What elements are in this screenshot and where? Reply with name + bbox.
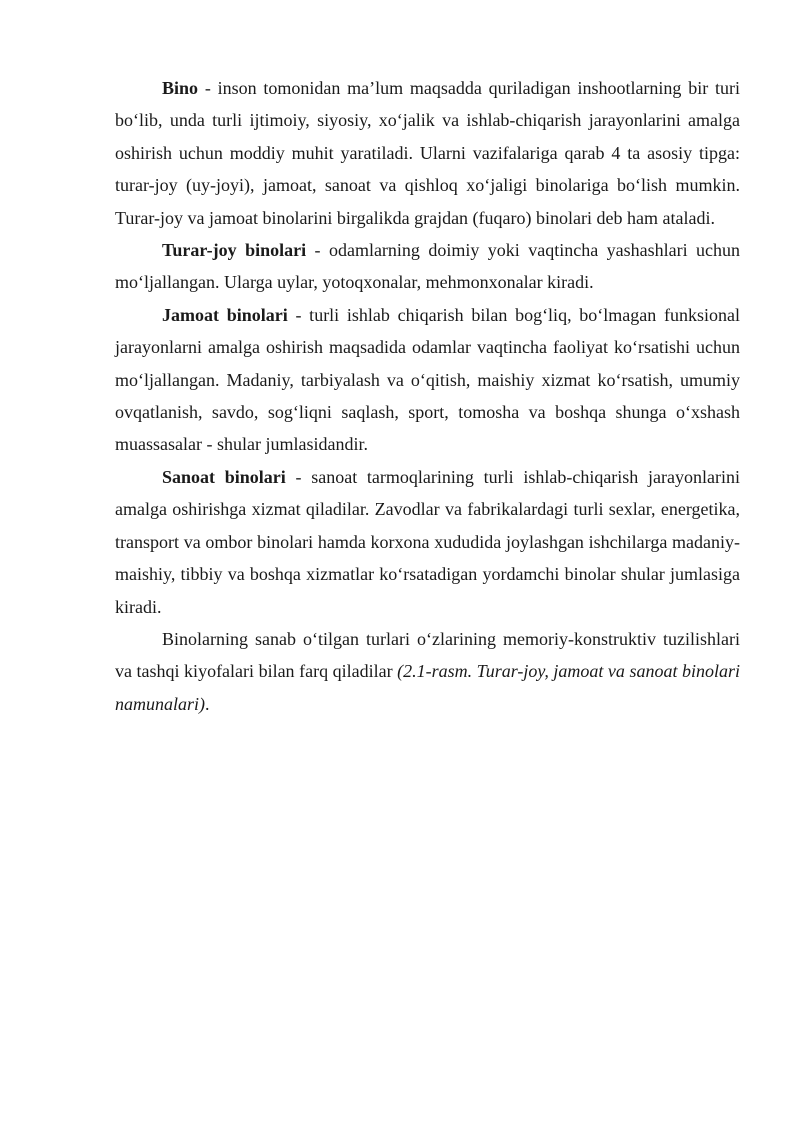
- paragraph-jamoat: [115, 299, 740, 461]
- paragraph-turar-joy: [115, 234, 740, 299]
- definition-sanoat: - sanoat tarmoqlarining turli ishlab-chiqarish jarayonlarini amalga oshirishga xizmat qiladilar. Zavodlar va fabrikalardagi turli sexlar, energetika, transport va ombor binolari hamda korxona xududida joylashgan ishchilarga madaniy-maishiy, tibbiy va boshqa xizmatlar ko‘rsatadigan yordamchi binolar shular jumlasiga kiradi.: [115, 466, 740, 617]
- definition-turar-joy: - odamlarning doimiy yoki vaqtincha yashashlari uchun mo‘ljallangan. Ularga uylar, yotoqxonalar, mehmonxonalar kiradi.: [115, 240, 740, 293]
- term-bino: Bino: [162, 78, 199, 98]
- term-sanoat: Sanoat binolari: [162, 466, 286, 487]
- term-turar-joy: Turar-joy binolari: [162, 240, 307, 261]
- figure-reference: (2.1-rasm. Turar-joy, jamoat va sanoat binolari namunalari): [115, 661, 740, 714]
- definition-bino: - inson tomonidan ma’lum maqsadda quriladigan inshootlarning bir turi bo‘lib, unda turli ijtimoiy, siyosiy, xo‘jalik va ishlab-chiqarish jarayonlarini amalga oshirish uchun moddiy muhit yaratiladi. Ularni vazifalariga qarab 4 ta asosiy tipga: turar-joy (uy-joyi), jamoat, sanoat va qishloq xo‘jaligi binolariga bo‘lish mumkin. Turar-joy va jamoat binolarini birgalikda grajdan (fuqaro) binolari deb ham ataladi.: [115, 78, 740, 228]
- paragraph-bino: [115, 72, 740, 234]
- paragraph-sanoat: [115, 461, 740, 623]
- summary-text: Binolarning sanab o‘tilgan turlari o‘zlarining memoriy-konstruktiv tuzilishlari va tashqi kiyofalari bilan farq qiladilar: [115, 628, 740, 682]
- document-page: [115, 72, 740, 720]
- paragraph-summary: [115, 623, 740, 720]
- definition-jamoat: - turli ishlab chiqarish bilan bog‘liq, bo‘lmagan funksional jarayonlarni amalga oshirish maqsadida odamlar vaqtincha faoliyat ko‘rsatishi uchun mo‘ljallangan. Madaniy, tarbiyalash va o‘qitish, maishiy xizmat ko‘rsatish, umumiy ovqatlanish, savdo, sog‘liqni saqlash, sport, tomosha va boshqa shunga o‘xshash muassasalar - shular jumlasidandir.: [115, 304, 740, 455]
- summary-end: .: [205, 693, 210, 714]
- term-jamoat: Jamoat binolari: [162, 304, 288, 325]
